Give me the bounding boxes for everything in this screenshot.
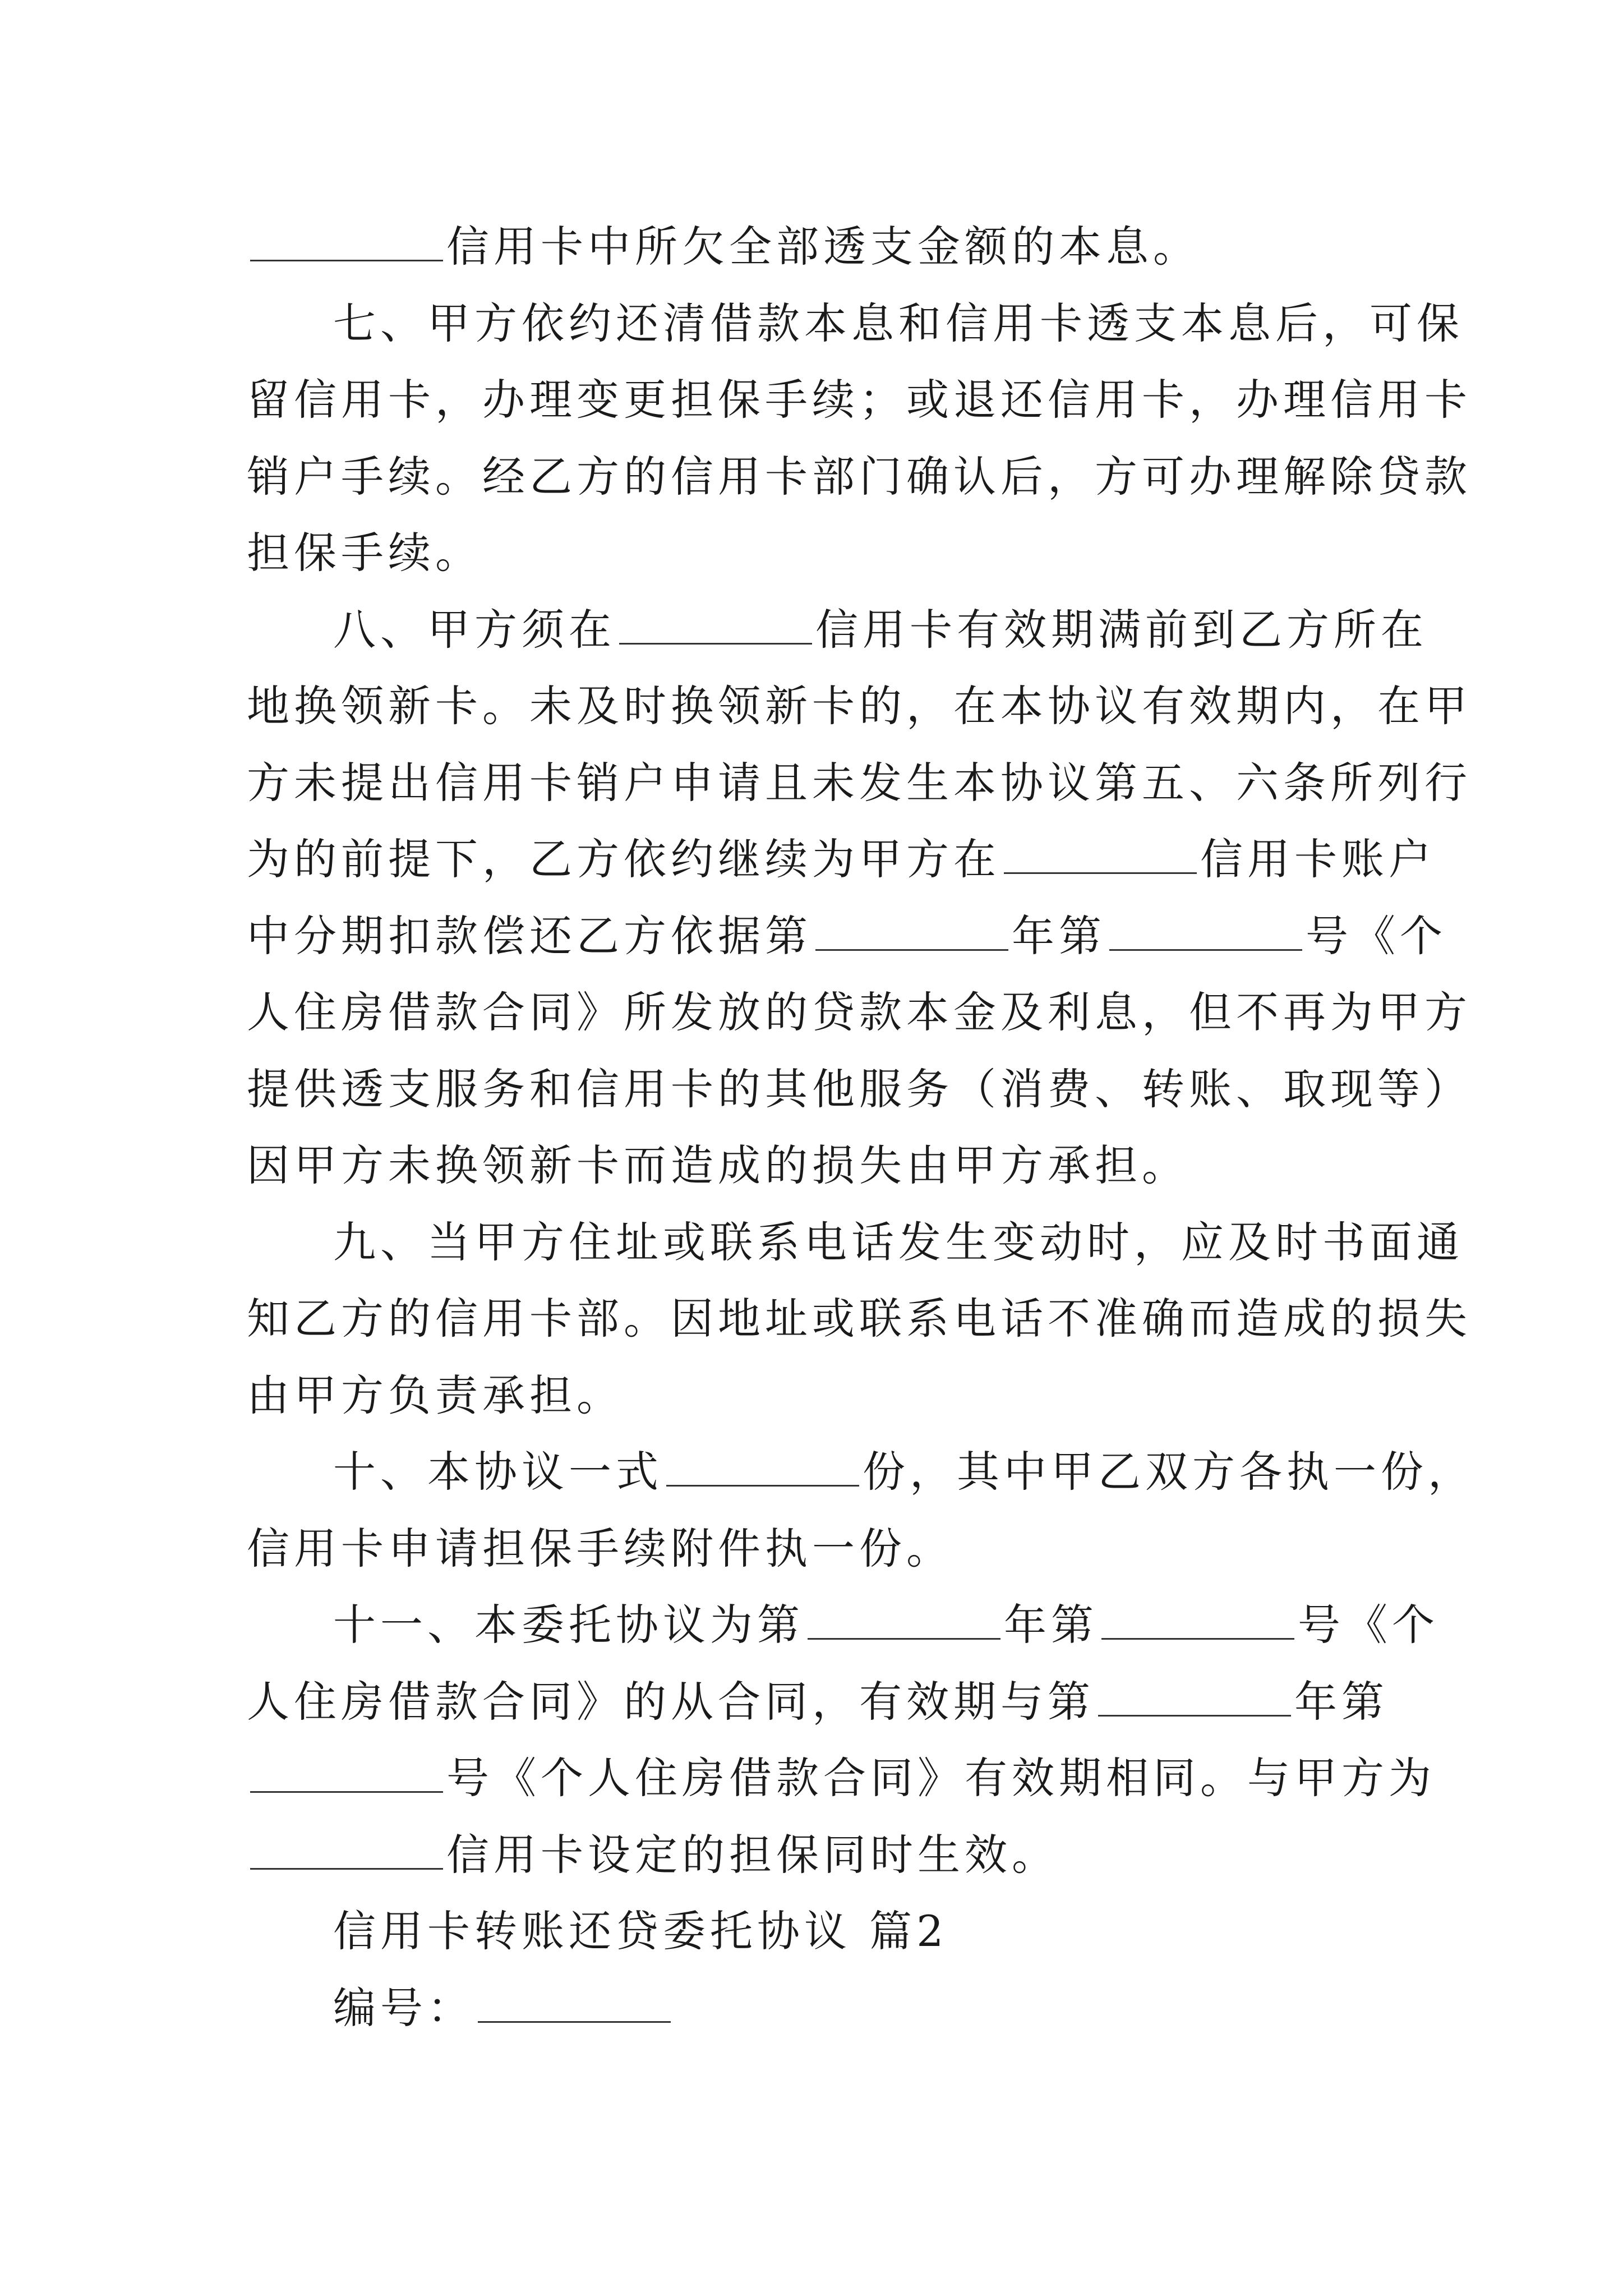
text-segment: 人住房借款合同》所发放的贷款本金及利息，但不再为甲方	[247, 987, 1472, 1037]
text-line	[247, 1511, 1380, 1588]
text-segment: 地换领新卡。未及时换领新卡的，在本协议有效期内，在甲	[247, 681, 1472, 731]
fill-in-blank	[250, 1834, 443, 1870]
text-segment: 信用卡账户	[1200, 834, 1436, 884]
text-segment: 七、甲方依约还清借款本息和信用卡透支本息后，可保	[333, 298, 1464, 348]
clause-8-heading-line	[247, 592, 1428, 669]
fill-in-blank	[250, 226, 443, 261]
fill-in-blank	[478, 1987, 671, 2023]
text-segment: 由甲方负责承担。	[247, 1370, 624, 1420]
text-segment: 提供透支服务和信用卡的其他服务（消费、转账、取现等）	[247, 1064, 1472, 1114]
clause-9-heading-line	[247, 1204, 1464, 1281]
text-segment: 年第	[1294, 1676, 1389, 1727]
text-line	[247, 1051, 1472, 1128]
text-segment: 因甲方未换领新卡而造成的损失由甲方承担。	[247, 1140, 1189, 1190]
document-number-line	[247, 1970, 1380, 2047]
text-line	[247, 1740, 1436, 1817]
text-segment: 销户手续。经乙方的信用卡部门确认后，方可办理解除贷款	[247, 451, 1472, 501]
text-segment: 年第	[1012, 910, 1106, 961]
text-segment: 信用卡有效期满前到乙方所在	[815, 604, 1428, 655]
document-body	[247, 209, 1475, 2046]
text-segment: 信用卡申请担保手续附件执一份。	[247, 1523, 953, 1573]
clause-7-heading-line	[247, 286, 1464, 362]
text-segment: 年第	[1004, 1600, 1098, 1650]
text-line	[247, 1358, 1380, 1434]
text-segment: 份，其中甲乙双方各执一份，	[863, 1447, 1475, 1497]
text-line	[247, 821, 1436, 898]
text-line	[247, 1281, 1472, 1358]
fill-in-blank	[808, 1604, 1000, 1640]
text-segment: 号《个	[1306, 910, 1447, 961]
text-segment: 方未提出信用卡销户申请且未发生本协议第五、六条所列行	[247, 757, 1472, 808]
text-segment: 信用卡转账还贷委托协议 篇2	[333, 1906, 948, 1956]
text-line	[247, 1128, 1380, 1204]
fill-in-blank	[666, 1451, 859, 1487]
text-segment: 知乙方的信用卡部。因地址或联系电话不准确而造成的损失	[247, 1294, 1472, 1343]
text-line	[247, 209, 1380, 286]
text-segment: 中分期扣款偿还乙方依据第	[247, 910, 812, 961]
text-line	[247, 668, 1472, 745]
text-segment: 八、甲方须在	[333, 604, 616, 655]
text-line	[247, 1817, 1380, 1894]
text-segment: 号《个人住房借款合同》有效期相同。与甲方为	[446, 1753, 1436, 1803]
text-line	[247, 898, 1447, 975]
text-segment: 担保手续。	[247, 528, 482, 578]
text-line	[247, 1664, 1389, 1741]
text-segment: 留信用卡，办理变更担保手续；或退还信用卡，办理信用卡	[247, 375, 1472, 425]
fill-in-blank	[250, 1757, 443, 1793]
text-segment: 人住房借款合同》的从合同，有效期与第	[247, 1676, 1095, 1727]
fill-in-blank	[1004, 839, 1197, 874]
text-segment: 编号：	[333, 1982, 474, 2033]
text-line	[247, 974, 1472, 1051]
text-segment: 十一、本委托协议为第	[333, 1600, 804, 1650]
clause-11-heading-line	[247, 1587, 1439, 1664]
fill-in-blank	[619, 609, 812, 645]
text-segment: 信用卡设定的担保同时生效。	[446, 1829, 1059, 1880]
text-segment: 号《个	[1298, 1600, 1439, 1650]
fill-in-blank	[1098, 1681, 1291, 1717]
text-segment: 为的前提下，乙方依约继续为甲方在	[247, 834, 1000, 884]
fill-in-blank	[1101, 1604, 1294, 1640]
text-line	[247, 362, 1472, 439]
text-segment: 信用卡中所欠全部透支金额的本息。	[446, 222, 1200, 272]
text-line	[247, 439, 1472, 516]
text-segment: 九、当甲方住址或联系电话发生变动时，应及时书面通	[333, 1217, 1464, 1267]
text-segment: 十、本协议一式	[333, 1447, 663, 1497]
text-line	[247, 745, 1472, 822]
fill-in-blank	[1109, 915, 1302, 951]
clause-10-heading-line	[247, 1434, 1475, 1511]
section-title	[247, 1893, 1380, 1970]
fill-in-blank	[815, 915, 1008, 951]
text-line	[247, 515, 1380, 592]
